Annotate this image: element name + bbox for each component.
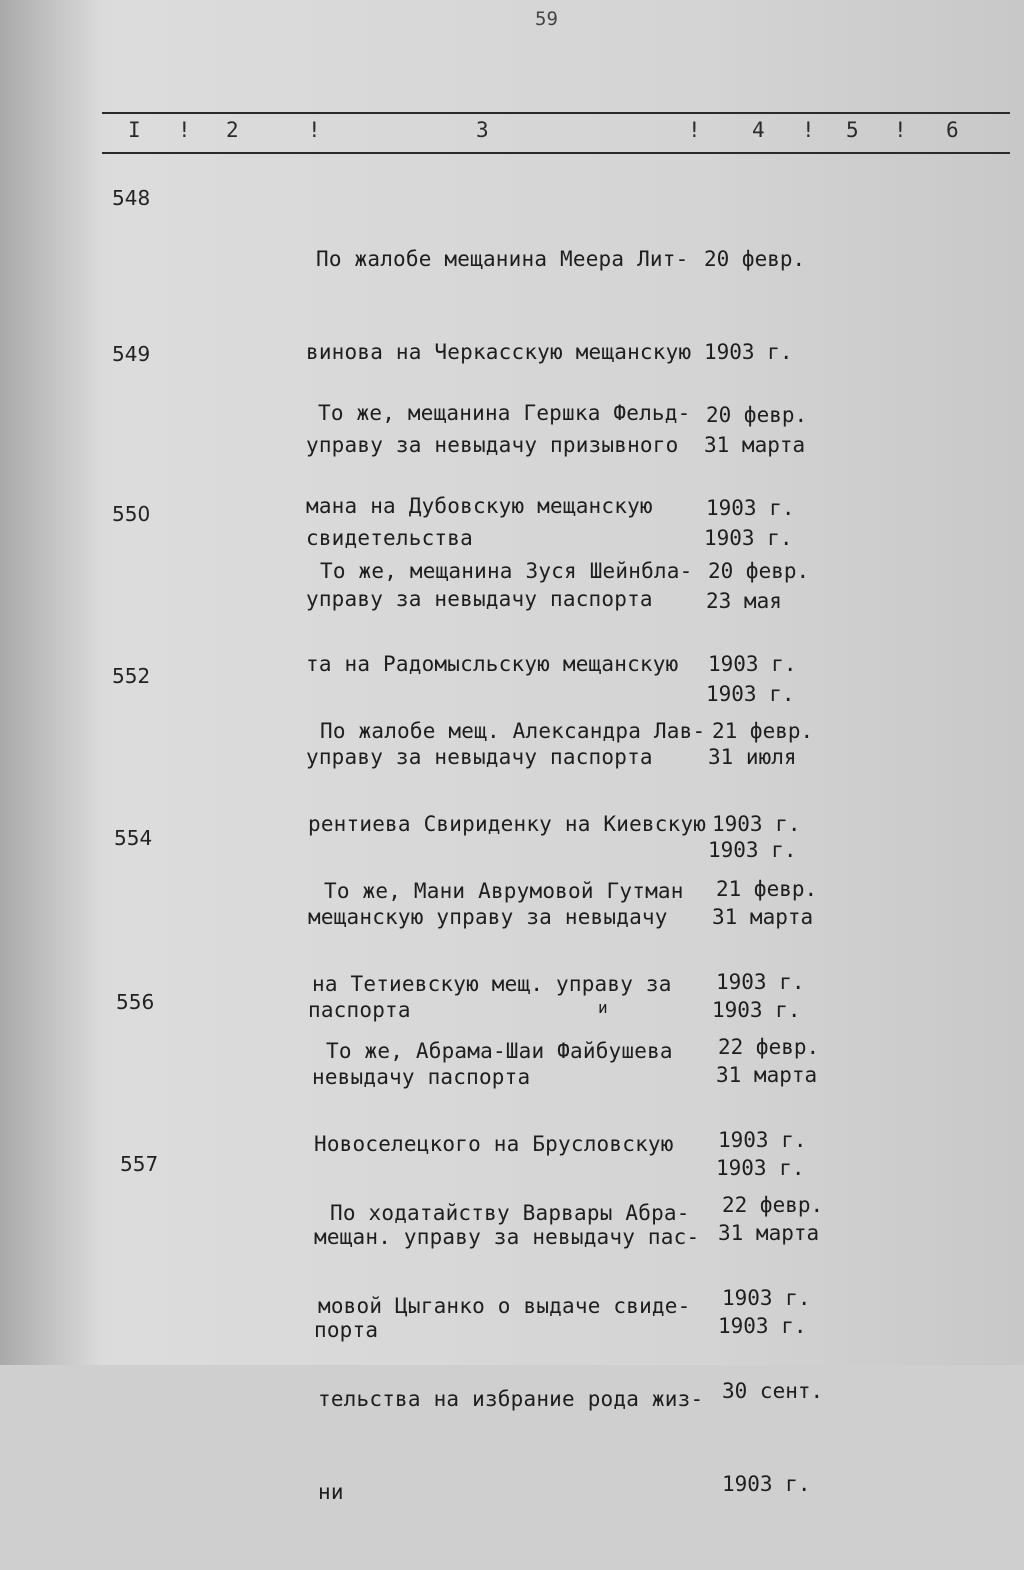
entry-number: 557: [120, 1152, 159, 1176]
desc-line: То же, мещанина Зуся Шейнбла-: [320, 559, 693, 583]
binding-gutter: [0, 0, 100, 1365]
desc-line: мовой Цыганко о выдаче свиде-: [318, 1294, 691, 1318]
date-line: 22 февр.: [722, 1193, 824, 1217]
date-line: 20 февр.: [706, 403, 808, 427]
col-header-5: 5: [846, 118, 859, 142]
date-line: 22 февр.: [718, 1035, 820, 1059]
date-line: 1903 г.: [706, 496, 795, 520]
date-line: 1903 г.: [708, 652, 797, 676]
date-line: 1903 г.: [718, 1314, 807, 1338]
header-rule-top: [102, 112, 1010, 114]
date-line: 31 марта: [712, 905, 814, 929]
date-line: 1903 г.: [722, 1472, 811, 1496]
entry-number: 549: [112, 342, 151, 366]
date-line: 1903 г.: [706, 682, 795, 706]
desc-line: мана на Дубовскую мещанскую: [306, 494, 653, 518]
date-line: 1903 г.: [722, 1286, 811, 1310]
col-separator: !: [688, 118, 701, 142]
desc-line: на Тетиевскую мещ. управу за: [312, 972, 672, 996]
col-header-6: 6: [946, 118, 959, 142]
date-line: 1903 г.: [704, 526, 793, 550]
entry-number: 548: [112, 186, 151, 210]
desc-line: тельства на избрание рода жиз-: [318, 1387, 704, 1411]
desc-line: винова на Черкасскую мещанскую: [306, 340, 692, 364]
desc-line: управу за невыдачу призывного: [306, 433, 679, 457]
col-separator: !: [894, 118, 907, 142]
header-rule-bottom: [102, 152, 1010, 154]
date-line: 21 февр.: [716, 877, 818, 901]
col-header-4: 4: [752, 118, 765, 142]
date-line: 20 февр.: [704, 247, 806, 271]
date-line: 1903 г.: [712, 998, 801, 1022]
desc-line: По ходатайству Варвары Абра-: [330, 1201, 690, 1225]
date-line: 31 марта: [704, 433, 806, 457]
entry-number: 552: [112, 664, 151, 688]
entry-number: 556: [116, 990, 155, 1014]
desc-line: та на Радомысльскую мещанскую: [306, 652, 679, 676]
entry-number: 554: [114, 826, 153, 850]
desc-line: невыдачу паспорта: [312, 1065, 531, 1089]
desc-line: мещан. управу за невыдачу пас-: [314, 1225, 700, 1249]
date-line: 1903 г.: [718, 1128, 807, 1152]
date-line: 30 сент.: [722, 1379, 824, 1403]
desc-line: То же, Мани Аврумовой Гутман: [324, 879, 684, 903]
desc-line: То же, Абрама-Шаи Файбушева: [326, 1039, 673, 1063]
date-line: 21 февр.: [712, 719, 814, 743]
date-line: 31 марта: [718, 1221, 820, 1245]
desc-line: рентиева Свириденку на Киевскую: [308, 812, 707, 836]
date-line: 1903 г.: [712, 812, 801, 836]
handwritten-correction: и: [598, 998, 608, 1017]
date-line: 1903 г.: [716, 1156, 805, 1180]
col-header-2: 2: [226, 118, 239, 142]
date-line: 20 февр.: [708, 559, 810, 583]
col-separator: !: [308, 118, 321, 142]
desc-line: ни: [318, 1480, 344, 1504]
date-line: 1903 г.: [704, 340, 793, 364]
date-line: 1903 г.: [716, 970, 805, 994]
desc-line: паспорта: [308, 998, 411, 1022]
desc-line: По жалобе мещ. Александра Лав-: [320, 719, 706, 743]
page-number: 59: [535, 8, 558, 30]
desc-line: По жалобе мещанина Меера Лит-: [316, 247, 689, 271]
col-separator: !: [802, 118, 815, 142]
desc-line: То же, мещанина Гершка Фельд-: [318, 401, 691, 425]
desc-line: мещанскую управу за невыдачу: [308, 905, 668, 929]
date-line: 31 июля: [708, 745, 797, 769]
desc-line: управу за невыдачу паспорта: [306, 745, 653, 769]
date-line: 31 марта: [716, 1063, 818, 1087]
col-header-3: 3: [476, 118, 489, 142]
desc-line: порта: [314, 1318, 379, 1342]
desc-line: свидетельства: [306, 526, 473, 550]
date-line: 23 мая: [706, 589, 782, 613]
date-line: 1903 г.: [708, 838, 797, 862]
col-separator: !: [178, 118, 191, 142]
entry-number: 550: [112, 502, 151, 526]
entry-description: [318, 1136, 703, 1570]
entry-dates: [722, 1128, 823, 1562]
desc-line: управу за невыдачу паспорта: [306, 587, 653, 611]
desc-line: Новоселецкого на Брусловскую: [314, 1132, 674, 1156]
col-header-1: I: [128, 118, 141, 142]
